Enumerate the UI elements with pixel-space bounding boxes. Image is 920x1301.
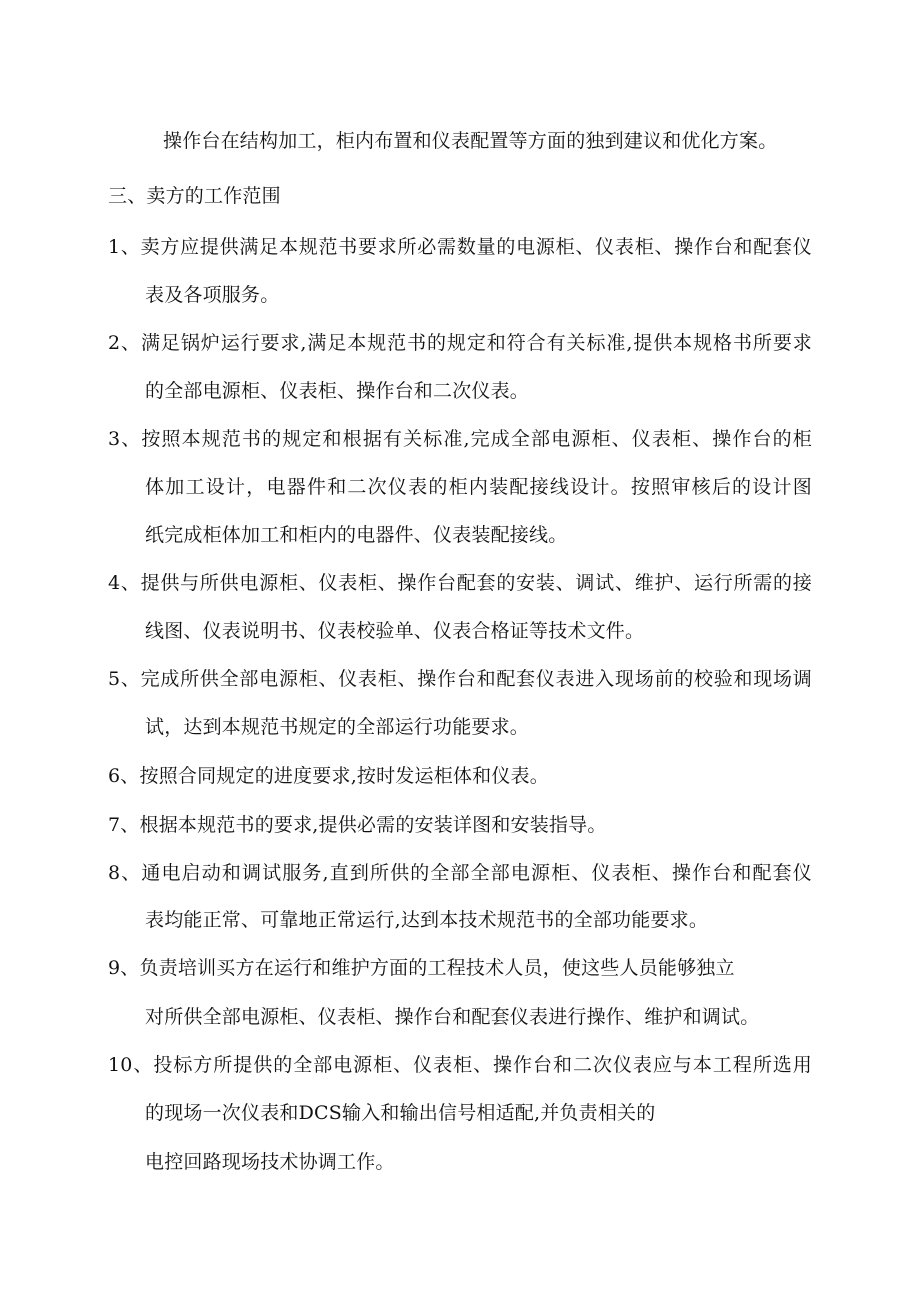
list-item-10-line-1: 10、投标方所提供的全部电源柜、仪表柜、操作台和二次仪表应与本工程所选用 (108, 1054, 812, 1076)
list-item-3-line-2: 体加工设计，电器件和二次仪表的柜内装配接线设计。按照审核后的设计图 (145, 476, 812, 498)
list-item-8-line-1: 8、通电启动和调试服务,直到所供的全部全部电源柜、仪表柜、操作台和配套仪 (108, 862, 812, 884)
list-item-8-line-2: 表均能正常、可靠地正常运行,达到本技术规范书的全部功能要求。 (145, 909, 709, 931)
list-item-5-line-2: 试，达到本规范书规定的全部运行功能要求。 (145, 716, 530, 738)
list-item-1-line-1: 1、卖方应提供满足本规范书要求所必需数量的电源柜、仪表柜、操作台和配套仪 (108, 236, 812, 258)
list-item-7-line-1: 7、根据本规范书的要求,提供必需的安装详图和安装指导。 (108, 814, 607, 836)
list-item-3-line-1: 3、按照本规范书的规定和根据有关标准,完成全部电源柜、仪表柜、操作台的柜 (108, 428, 812, 450)
list-item-2-line-2: 的全部电源柜、仪表柜、操作台和二次仪表。 (145, 380, 530, 402)
list-item-5-line-1: 5、完成所供全部电源柜、仪表柜、操作台和配套仪表进入现场前的校验和现场调 (108, 668, 812, 690)
list-item-4-line-1: 4、提供与所供电源柜、仪表柜、操作台配套的安装、调试、维护、运行所需的接 (108, 572, 812, 594)
list-item-4-line-2: 线图、仪表说明书、仪表校验单、仪表合格证等技术文件。 (145, 620, 645, 642)
list-item-9-line-2: 对所供全部电源柜、仪表柜、操作台和配套仪表进行操作、维护和调试。 (145, 1006, 760, 1028)
list-item-2-line-1: 2、满足锅炉运行要求,满足本规范书的规定和符合有关标准,提供本规格书所要求 (108, 332, 812, 354)
list-item-6-line-1: 6、按照合同规定的进度要求,按时发运柜体和仪表。 (108, 765, 549, 787)
list-item-1-line-2: 表及各项服务。 (145, 284, 280, 306)
list-item-10-line-3: 电控回路现场技术协调工作。 (145, 1151, 395, 1173)
list-item-9-line-1: 9、负责培训买方在运行和维护方面的工程技术人员，使这些人员能够独立 (108, 957, 735, 979)
intro-line: 操作台在结构加工，柜内布置和仪表配置等方面的独到建议和优化方案。 (163, 130, 778, 152)
list-item-10-line-2: 的现场一次仪表和DCS输入和输出信号相适配,并负责相关的 (145, 1102, 656, 1124)
section-heading: 三、卖方的工作范围 (108, 185, 281, 207)
list-item-3-line-3: 纸完成柜体加工和柜内的电器件、仪表装配接线。 (145, 524, 568, 546)
